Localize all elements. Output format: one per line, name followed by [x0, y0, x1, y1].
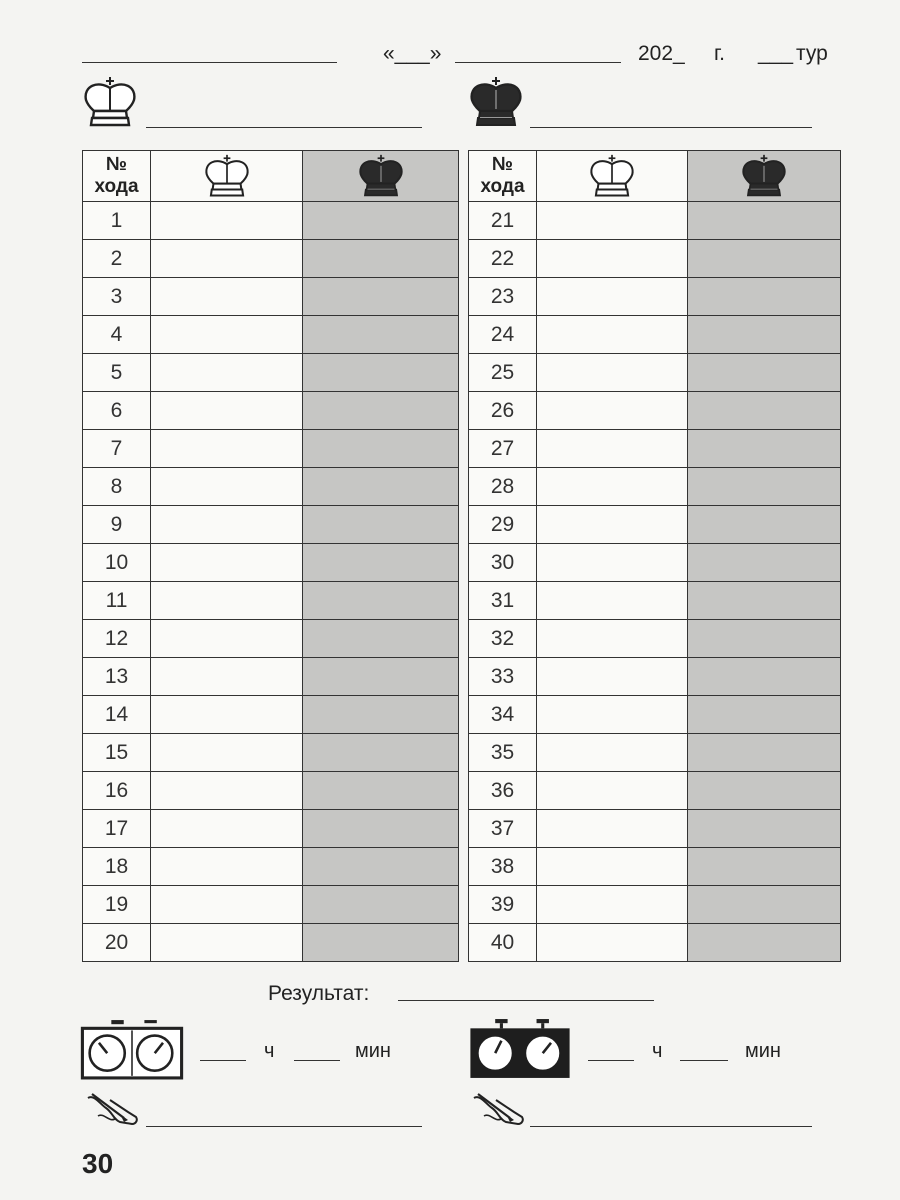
table-row: [469, 582, 841, 620]
white-move-cell[interactable]: [151, 354, 303, 392]
white-king-icon: [201, 154, 253, 198]
black-move-cell[interactable]: [688, 620, 841, 658]
black-move-cell[interactable]: [688, 316, 841, 354]
table-row: [83, 696, 459, 734]
white-move-cell[interactable]: [151, 544, 303, 582]
move-number-cell: 40: [469, 924, 537, 962]
white-move-cell[interactable]: [151, 316, 303, 354]
move-number-cell: 30: [469, 544, 537, 582]
move-number-cell: 29: [469, 506, 537, 544]
white-move-cell[interactable]: [151, 658, 303, 696]
move-number-cell: 37: [469, 810, 537, 848]
white-move-cell[interactable]: [151, 392, 303, 430]
black-move-cell[interactable]: [303, 278, 459, 316]
white-move-cell[interactable]: [537, 924, 688, 962]
move-number-cell: 28: [469, 468, 537, 506]
table-row: [469, 620, 841, 658]
black-move-cell[interactable]: [688, 658, 841, 696]
signature-pen-icon: [84, 1090, 144, 1130]
black-move-cell[interactable]: [303, 240, 459, 278]
black-king-icon: [466, 76, 526, 128]
table-row: [469, 848, 841, 886]
table-row: [469, 354, 841, 392]
white-move-cell[interactable]: [537, 316, 688, 354]
move-number-cell: 10: [83, 544, 151, 582]
year-suffix: г.: [714, 42, 725, 65]
black-move-cell[interactable]: [688, 886, 841, 924]
black-move-cell[interactable]: [688, 430, 841, 468]
black-move-cell[interactable]: [688, 772, 841, 810]
black-move-cell[interactable]: [688, 544, 841, 582]
white-move-cell[interactable]: [151, 810, 303, 848]
table-row: [469, 886, 841, 924]
table-header-row: [469, 151, 841, 202]
black-moves-header: [688, 151, 841, 202]
table-row: [469, 924, 841, 962]
black-move-cell[interactable]: [303, 848, 459, 886]
table-row: [83, 582, 459, 620]
white-move-cell[interactable]: [537, 810, 688, 848]
black-move-cell[interactable]: [303, 506, 459, 544]
white-move-cell[interactable]: [537, 772, 688, 810]
black-move-cell[interactable]: [303, 810, 459, 848]
move-number-cell: 9: [83, 506, 151, 544]
black-king-icon: [738, 154, 790, 198]
white-move-cell[interactable]: [151, 202, 303, 240]
move-number-cell: 21: [469, 202, 537, 240]
white-move-cell[interactable]: [151, 620, 303, 658]
white-king-icon: [586, 154, 638, 198]
white-hours-line[interactable]: [200, 1060, 246, 1061]
table-row: [83, 886, 459, 924]
white-move-cell[interactable]: [151, 240, 303, 278]
move-number-header-line2: хода: [94, 176, 139, 197]
move-number-cell: 26: [469, 392, 537, 430]
white-move-cell[interactable]: [151, 772, 303, 810]
white-move-cell[interactable]: [151, 696, 303, 734]
white-king-icon: [80, 76, 140, 128]
table-row: [469, 202, 841, 240]
white-move-cell[interactable]: [151, 886, 303, 924]
white-chess-clock-icon: [80, 1018, 184, 1080]
black-move-cell[interactable]: [688, 354, 841, 392]
black-move-cell[interactable]: [688, 924, 841, 962]
black-move-cell[interactable]: [688, 506, 841, 544]
white-minutes-unit: мин: [355, 1040, 391, 1062]
move-number-cell: 18: [83, 848, 151, 886]
move-number-cell: 1: [83, 202, 151, 240]
black-player-name-line[interactable]: [530, 127, 812, 128]
table-row: [83, 278, 459, 316]
black-move-cell[interactable]: [303, 316, 459, 354]
black-move-cell[interactable]: [303, 924, 459, 962]
move-number-cell: 2: [83, 240, 151, 278]
black-move-cell[interactable]: [688, 582, 841, 620]
table-row: [469, 240, 841, 278]
black-minutes-line[interactable]: [680, 1060, 728, 1061]
white-move-cell[interactable]: [537, 582, 688, 620]
white-move-cell[interactable]: [537, 278, 688, 316]
move-number-header-line2: хода: [480, 176, 525, 197]
move-number-cell: 16: [83, 772, 151, 810]
move-number-cell: 23: [469, 278, 537, 316]
black-move-cell[interactable]: [303, 202, 459, 240]
move-number-cell: 33: [469, 658, 537, 696]
move-number-cell: 12: [83, 620, 151, 658]
table-row: [469, 810, 841, 848]
white-move-cell[interactable]: [537, 658, 688, 696]
white-move-cell[interactable]: [151, 278, 303, 316]
black-chess-clock-icon: [468, 1018, 572, 1080]
move-number-header: [83, 151, 151, 202]
move-number-cell: 25: [469, 354, 537, 392]
white-move-cell[interactable]: [537, 734, 688, 772]
black-move-cell[interactable]: [688, 848, 841, 886]
table-row: [469, 506, 841, 544]
move-number-cell: 20: [83, 924, 151, 962]
table-row: [83, 658, 459, 696]
white-move-cell[interactable]: [537, 848, 688, 886]
white-move-cell[interactable]: [537, 620, 688, 658]
black-move-cell[interactable]: [688, 696, 841, 734]
table-row: [469, 734, 841, 772]
black-move-cell[interactable]: [688, 202, 841, 240]
black-move-cell[interactable]: [303, 582, 459, 620]
move-number-header-line1: №: [105, 154, 128, 175]
move-number-cell: 19: [83, 886, 151, 924]
event-name-line[interactable]: [82, 62, 337, 63]
table-row: [83, 316, 459, 354]
black-move-cell[interactable]: [303, 734, 459, 772]
table-row: [469, 544, 841, 582]
table-row: [469, 468, 841, 506]
black-move-cell[interactable]: [688, 392, 841, 430]
white-moves-header: [151, 151, 303, 202]
table-row: [83, 392, 459, 430]
white-move-cell[interactable]: [537, 544, 688, 582]
black-move-cell[interactable]: [688, 240, 841, 278]
move-number-cell: 35: [469, 734, 537, 772]
table-row: [83, 734, 459, 772]
year-text: 202_: [638, 42, 685, 65]
round-blank[interactable]: ___: [758, 42, 794, 65]
move-number-cell: 7: [83, 430, 151, 468]
table-row: [83, 468, 459, 506]
black-move-cell[interactable]: [688, 468, 841, 506]
table-row: [83, 620, 459, 658]
black-king-icon: [355, 154, 407, 198]
move-number-cell: 11: [83, 582, 151, 620]
white-move-cell[interactable]: [151, 848, 303, 886]
move-number-cell: 31: [469, 582, 537, 620]
table-row: [83, 810, 459, 848]
result-label: Результат:: [268, 982, 370, 1005]
move-number-cell: 3: [83, 278, 151, 316]
white-move-cell[interactable]: [537, 886, 688, 924]
move-number-cell: 27: [469, 430, 537, 468]
white-move-cell[interactable]: [537, 354, 688, 392]
move-number-cell: 4: [83, 316, 151, 354]
white-move-cell[interactable]: [151, 430, 303, 468]
table-row: [83, 202, 459, 240]
black-move-cell[interactable]: [688, 810, 841, 848]
score-table-right: [468, 150, 841, 962]
black-move-cell[interactable]: [303, 620, 459, 658]
table-row: [469, 658, 841, 696]
white-player-name-line[interactable]: [146, 127, 422, 128]
black-hours-unit: ч: [652, 1040, 663, 1062]
white-move-cell[interactable]: [537, 392, 688, 430]
white-signature-line[interactable]: [146, 1126, 422, 1127]
table-row: [83, 924, 459, 962]
black-signature-line[interactable]: [530, 1126, 812, 1127]
table-row: [83, 506, 459, 544]
move-number-cell: 13: [83, 658, 151, 696]
black-move-cell[interactable]: [688, 734, 841, 772]
black-move-cell[interactable]: [303, 392, 459, 430]
white-hours-unit: ч: [264, 1040, 275, 1062]
signature-pen-icon: [470, 1090, 530, 1130]
table-row: [469, 772, 841, 810]
move-number-cell: 22: [469, 240, 537, 278]
white-move-cell[interactable]: [151, 924, 303, 962]
date-month-line[interactable]: [455, 62, 621, 63]
move-number-cell: 6: [83, 392, 151, 430]
date-day-blank: «___»: [383, 42, 442, 65]
white-move-cell[interactable]: [537, 202, 688, 240]
move-number-cell: 17: [83, 810, 151, 848]
white-moves-header: [537, 151, 688, 202]
black-move-cell[interactable]: [688, 278, 841, 316]
table-row: [83, 240, 459, 278]
white-move-cell[interactable]: [537, 430, 688, 468]
table-row: [83, 848, 459, 886]
black-move-cell[interactable]: [303, 354, 459, 392]
move-number-cell: 15: [83, 734, 151, 772]
move-number-cell: 36: [469, 772, 537, 810]
move-number-header: [469, 151, 537, 202]
black-minutes-unit: мин: [745, 1040, 781, 1062]
move-number-cell: 38: [469, 848, 537, 886]
white-minutes-line[interactable]: [294, 1060, 340, 1061]
move-number-cell: 24: [469, 316, 537, 354]
black-move-cell[interactable]: [303, 468, 459, 506]
table-row: [469, 392, 841, 430]
table-row: [469, 278, 841, 316]
white-move-cell[interactable]: [151, 468, 303, 506]
black-move-cell[interactable]: [303, 430, 459, 468]
result-line[interactable]: [398, 1000, 654, 1001]
move-number-cell: 32: [469, 620, 537, 658]
white-move-cell[interactable]: [151, 506, 303, 544]
table-row: [83, 544, 459, 582]
black-hours-line[interactable]: [588, 1060, 634, 1061]
round-label: тур: [796, 42, 828, 65]
table-row: [83, 772, 459, 810]
white-move-cell[interactable]: [151, 734, 303, 772]
white-move-cell[interactable]: [151, 582, 303, 620]
move-number-header-line1: №: [491, 154, 514, 175]
score-table-left: [82, 150, 459, 962]
black-moves-header: [303, 151, 459, 202]
black-move-cell[interactable]: [303, 544, 459, 582]
table-row: [469, 316, 841, 354]
black-move-cell[interactable]: [303, 658, 459, 696]
white-move-cell[interactable]: [537, 468, 688, 506]
move-number-cell: 8: [83, 468, 151, 506]
white-move-cell[interactable]: [537, 696, 688, 734]
table-row: [469, 696, 841, 734]
page-number: 30: [82, 1148, 114, 1179]
white-move-cell[interactable]: [537, 506, 688, 544]
table-row: [83, 430, 459, 468]
table-row: [83, 354, 459, 392]
move-number-cell: 34: [469, 696, 537, 734]
table-header-row: [83, 151, 459, 202]
move-number-cell: 39: [469, 886, 537, 924]
table-row: [469, 430, 841, 468]
black-move-cell[interactable]: [303, 696, 459, 734]
move-number-cell: 14: [83, 696, 151, 734]
black-move-cell[interactable]: [303, 772, 459, 810]
black-move-cell[interactable]: [303, 886, 459, 924]
white-move-cell[interactable]: [537, 240, 688, 278]
move-number-cell: 5: [83, 354, 151, 392]
